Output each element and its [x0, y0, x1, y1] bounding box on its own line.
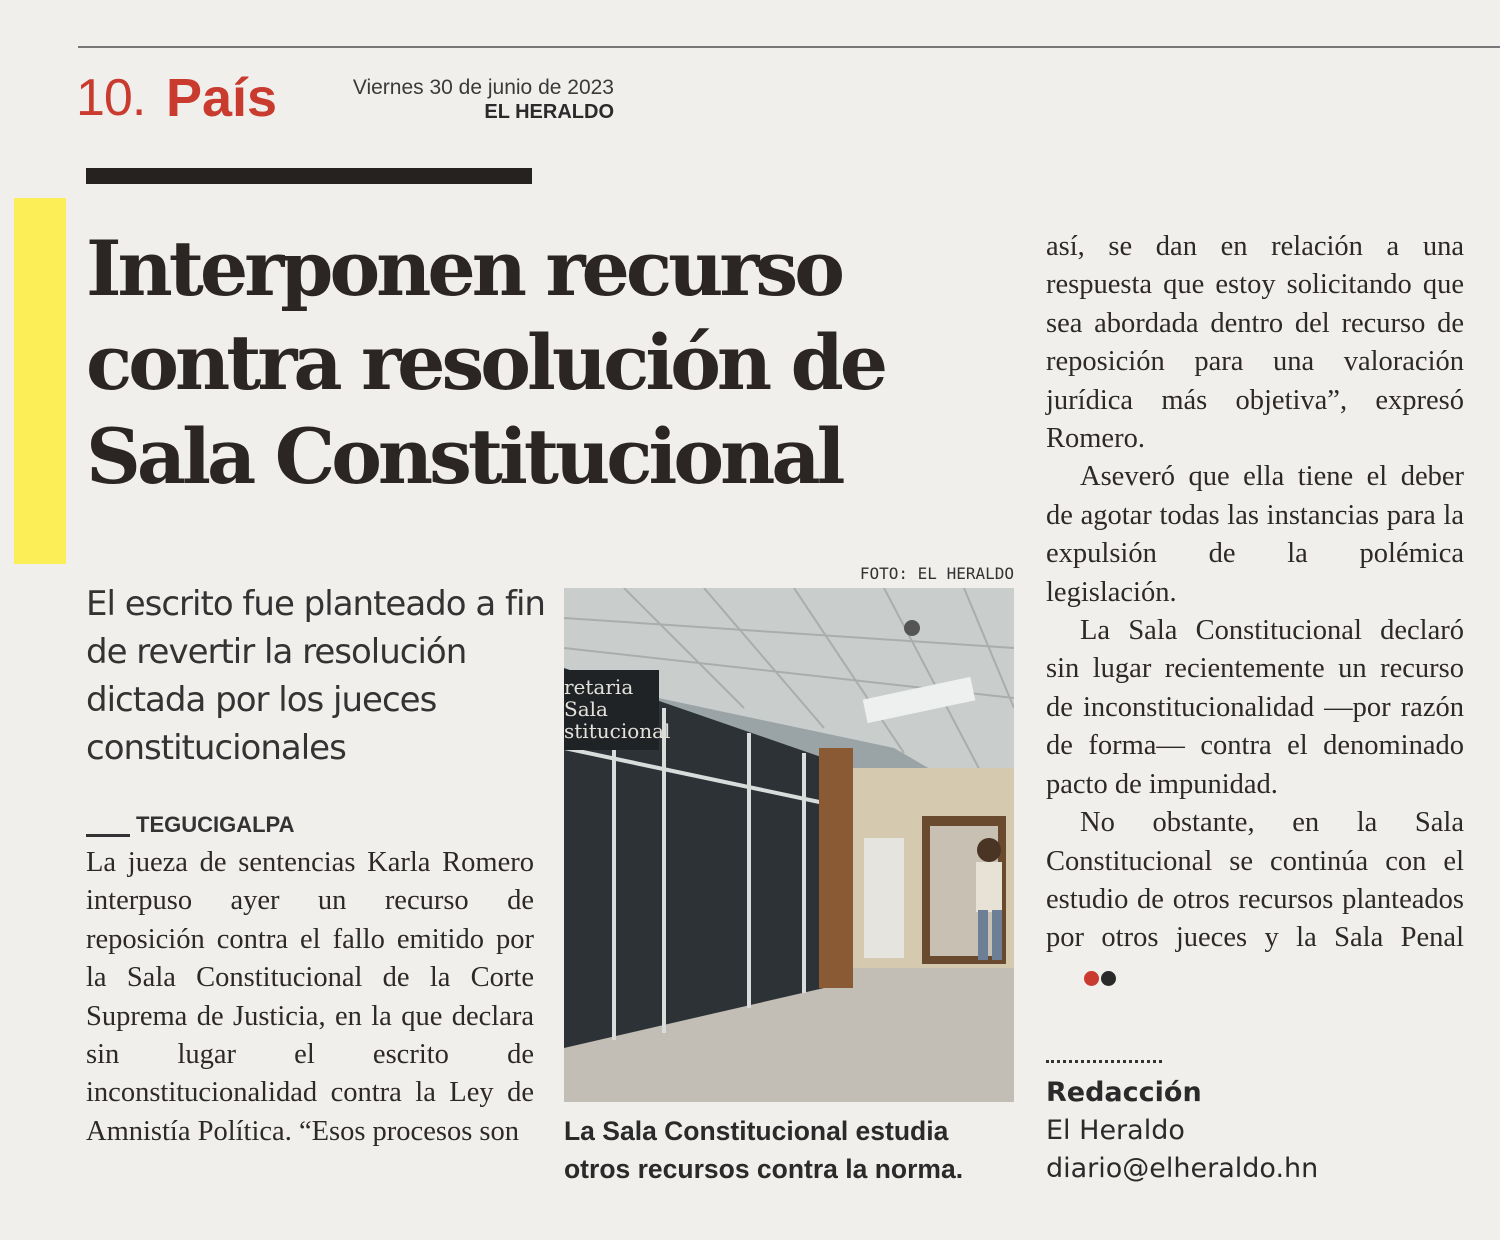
section-name: País [166, 68, 278, 128]
subheadline: El escrito fue planteado a fin de revertir la resolución dictada por los jueces constitucionales [86, 584, 545, 768]
article-column-2 [1046, 228, 1464, 997]
article-column-1 [86, 844, 534, 1151]
dark-dot-icon [1101, 971, 1116, 986]
newspaper-name: EL HERALDO [484, 101, 614, 123]
hallway-photo-illustration [564, 588, 1014, 1102]
body-text: No obstante, en la Sala Constitucional se continúa con el estudio de otros recursos planteados por otros jueces y la Sala Penal [1046, 807, 1464, 954]
byline-author: Redacción [1046, 1077, 1202, 1108]
body-paragraph: así, se dan en relación a una respuesta que estoy solicitando que sea abordada dentro del recurso de reposición para una valoración jurídica más objetiva”, expresó Romero. [1046, 231, 1464, 455]
yellow-highlighter-mark [14, 198, 66, 564]
body-paragraph: La jueza de sentencias Karla Romero interpuso ayer un recurso de reposición contra el fallo emitido por la Sala Constitucional de la Corte Suprema de Justicia, en la que declara sin lugar el escrito de inconstitucionalidad contra la Ley de Amnistía Política. “Esos procesos son [86, 847, 534, 1147]
office-sign: retaria Sala stitucional [564, 675, 671, 743]
photo-credit: FOTO: EL HERALDO [859, 564, 1014, 583]
issue-date: Viernes 30 de junio de 2023 [352, 76, 614, 99]
top-rule [78, 46, 1500, 48]
body-paragraph-last [1046, 804, 1464, 997]
byline [1046, 1074, 1318, 1188]
dateline-location: TEGUCIGALPA [136, 812, 295, 837]
body-paragraph: La Sala Constitucional declaró sin lugar recientemente un recurso de inconstitucionalidad —por razón de forma— contra el denominado pacto de impunidad. [1046, 615, 1464, 800]
dateline-rule [86, 834, 130, 837]
byline-rule [1046, 1060, 1162, 1063]
page-number: 10. [76, 69, 146, 127]
photo-caption: La Sala Constitucional estudia otros recursos contra la norma. [564, 1116, 964, 1184]
byline-email: diario@elheraldo.hn [1046, 1153, 1319, 1184]
headline: Interponen recurso contra resolución de Sala Constitucional [86, 224, 885, 501]
body-paragraph: Aseveró que ella tiene el deber de agotar todas las instancias para la expulsión de la polémica legislación. [1046, 461, 1464, 608]
end-of-article-mark [1050, 959, 1118, 997]
byline-outlet: El Heraldo [1046, 1115, 1185, 1146]
red-dot-icon [1084, 971, 1099, 986]
article-photo [564, 588, 1014, 1102]
headline-bar [86, 168, 532, 184]
